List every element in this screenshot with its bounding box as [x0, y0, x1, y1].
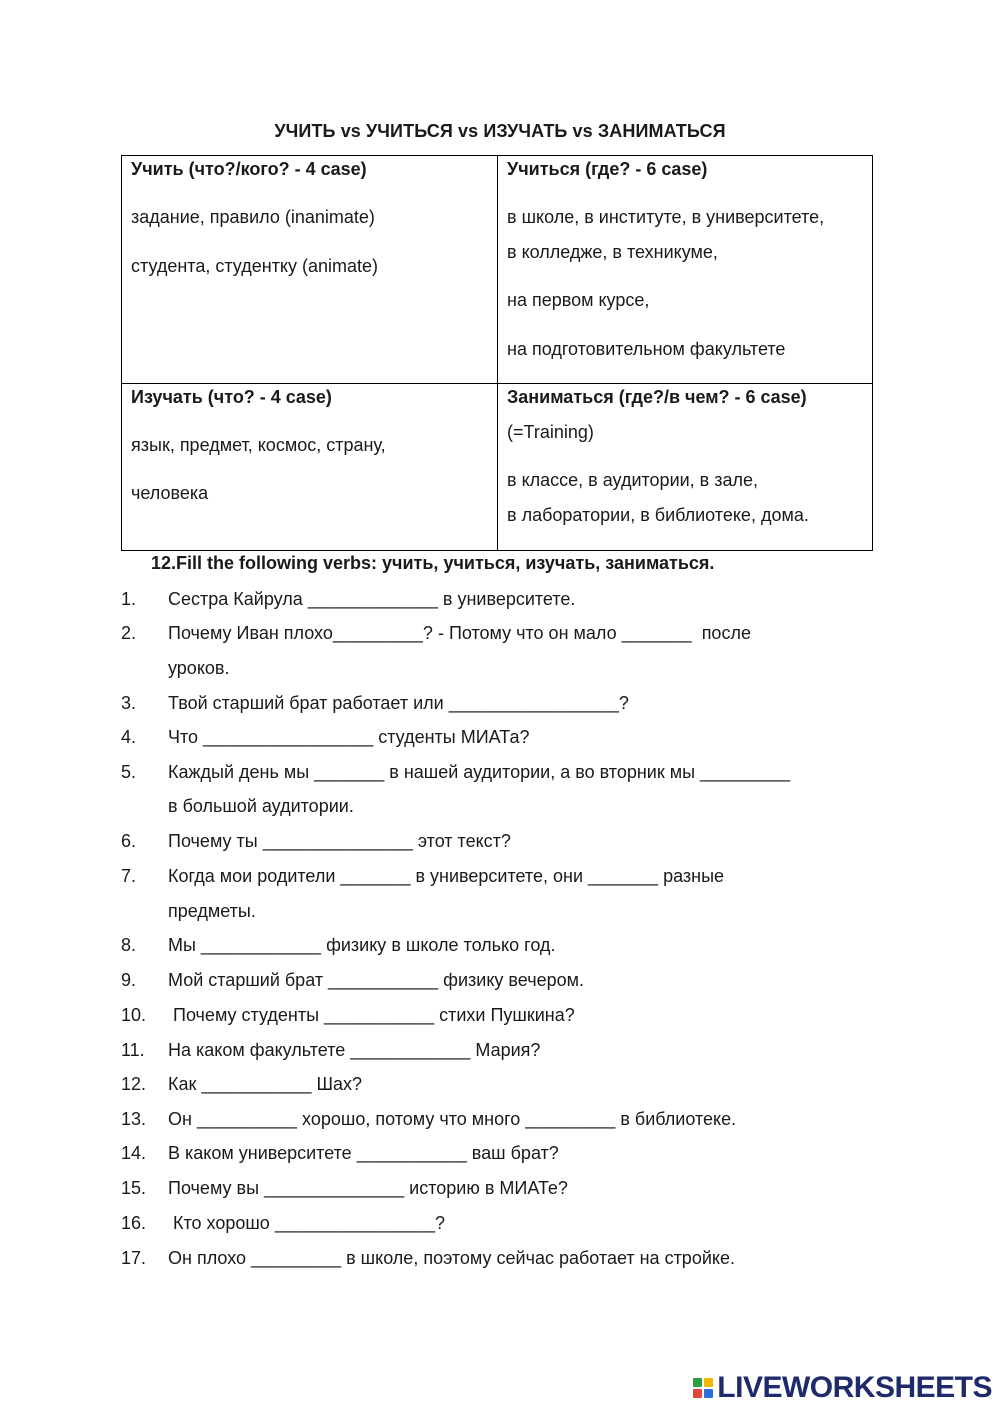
item-number: 15.: [121, 1178, 147, 1198]
cell-line: в колледже, в техникуме,: [507, 242, 718, 262]
cell-heading: Изучать (что? - 4 case): [131, 387, 332, 407]
cell-line: задание, правило (inanimate): [131, 207, 375, 227]
worksheet-title: УЧИТЬ vs УЧИТЬСЯ vs ИЗУЧАТЬ vs ЗАНИМАТЬСЯ: [274, 121, 726, 141]
item-number: 1.: [121, 589, 137, 609]
item-text: уроков.: [168, 658, 230, 678]
item-text[interactable]: Мой старший брат ___________ физику вечером.: [168, 970, 584, 990]
item-text[interactable]: Что _________________ студенты МИАТа?: [168, 727, 530, 747]
item-number: 14.: [121, 1143, 147, 1163]
cell-heading: Учиться (где? - 6 case): [507, 159, 708, 179]
item-text[interactable]: В каком университете ___________ ваш брат?: [168, 1143, 559, 1163]
liveworksheets-watermark: [693, 1373, 992, 1403]
item-number: 3.: [121, 693, 137, 713]
item-text[interactable]: Каждый день мы _______ в нашей аудитории, а во вторник мы _________: [168, 762, 791, 782]
item-text[interactable]: Он плохо _________ в школе, поэтому сейчас работает на стройке.: [168, 1248, 735, 1268]
item-text[interactable]: Он __________ хорошо, потому что много _________ в библиотеке.: [168, 1109, 737, 1129]
cell-line: язык, предмет, космос, страну,: [131, 435, 386, 455]
item-number: 9.: [121, 970, 137, 990]
table-divider-vertical: [497, 156, 498, 550]
item-number: 16.: [121, 1213, 147, 1233]
cell-heading: Учить (что?/кого? - 4 case): [131, 159, 367, 179]
item-text[interactable]: Почему Иван плохо_________? - Потому что он мало _______ после: [168, 623, 751, 643]
item-text[interactable]: Кто хорошо ________________?: [168, 1213, 446, 1233]
cell-line: на первом курсе,: [507, 290, 650, 310]
item-text[interactable]: Почему ты _______________ этот текст?: [168, 831, 511, 851]
item-text[interactable]: Сестра Кайрула _____________ в университете.: [168, 589, 576, 609]
item-number: 13.: [121, 1109, 147, 1129]
item-text[interactable]: Как ___________ Шах?: [168, 1074, 363, 1094]
item-text[interactable]: Почему вы ______________ историю в МИАТе?: [168, 1178, 568, 1198]
cell-line: студента, студентку (animate): [131, 256, 379, 276]
cell-heading: Заниматься (где?/в чем? - 6 case): [507, 387, 807, 407]
cell-line: в школе, в институте, в университете,: [507, 207, 825, 227]
item-text[interactable]: Мы ____________ физику в школе только год.: [168, 935, 556, 955]
item-text[interactable]: Почему студенты ___________ стихи Пушкина?: [168, 1005, 575, 1025]
item-number: 11.: [121, 1040, 145, 1060]
cell-line: человека: [131, 483, 209, 503]
cell-line: на подготовительном факультете: [507, 339, 786, 359]
table-divider-horizontal: [122, 383, 872, 384]
cell-line: в лаборатории, в библиотеке, дома.: [507, 505, 809, 525]
item-number: 6.: [121, 831, 137, 851]
item-text[interactable]: На каком факультете ____________ Мария?: [168, 1040, 541, 1060]
item-number: 7.: [121, 866, 137, 886]
item-text: в большой аудитории.: [168, 796, 354, 816]
cell-line: (=Training): [507, 422, 594, 442]
item-number: 10.: [121, 1005, 147, 1025]
item-number: 5.: [121, 762, 137, 782]
verb-table: [121, 155, 873, 551]
item-text[interactable]: Когда мои родители _______ в университете, они _______ разные: [168, 866, 725, 886]
item-text[interactable]: Твой старший брат работает или _________________?: [168, 693, 629, 713]
item-text: предметы.: [168, 901, 256, 921]
cell-line: в классе, в аудитории, в зале,: [507, 470, 759, 490]
item-number: 8.: [121, 935, 137, 955]
item-number: 2.: [121, 623, 137, 643]
liveworksheets-logo-icon: [693, 1378, 713, 1398]
watermark-text: LIVEWORKSHEETS: [717, 1371, 992, 1404]
item-number: 17.: [121, 1248, 147, 1268]
item-number: 12.: [121, 1074, 147, 1094]
item-number: 4.: [121, 727, 137, 747]
exercise-heading: 12.Fill the following verbs: учить, учиться, изучать, заниматься.: [151, 553, 715, 573]
